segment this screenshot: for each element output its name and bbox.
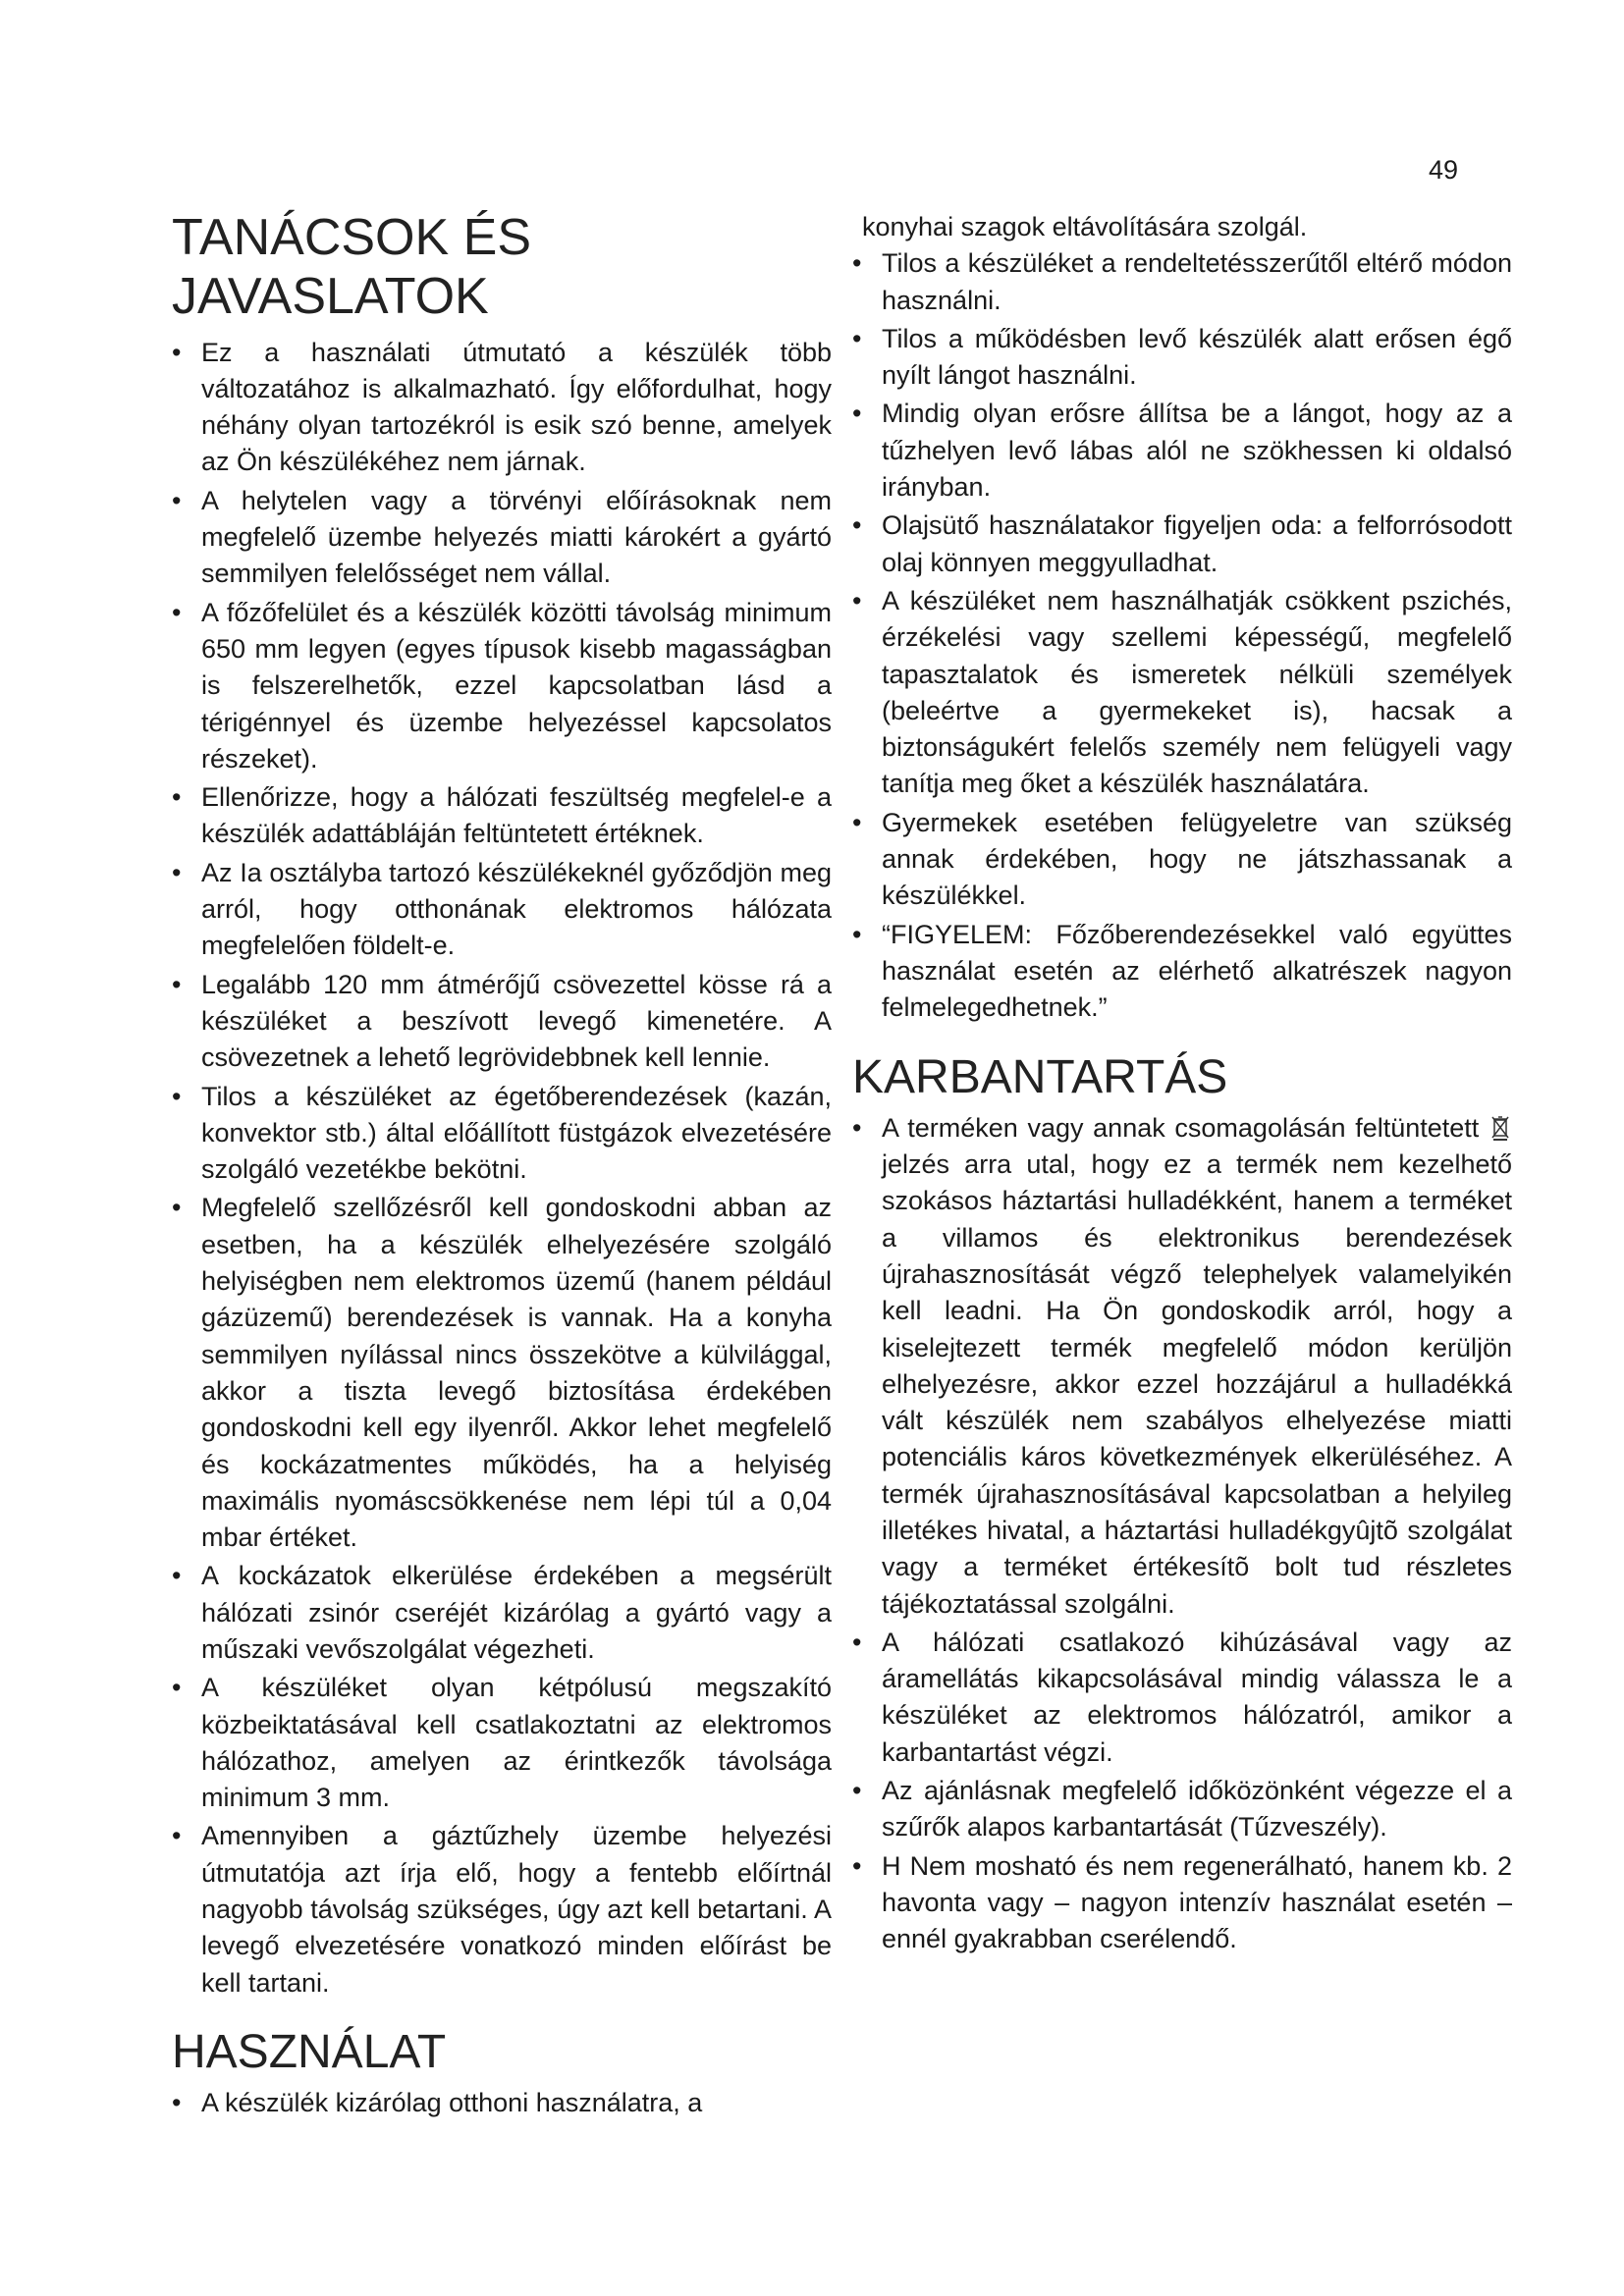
list-item: • A kockázatok elkerülése érdekében a megsérült hálózati zsinór cseréjét kizárólag a gyártó vagy a műszaki vevőszolgálat végezheti.	[172, 1558, 832, 1668]
tips-list	[172, 335, 832, 2002]
list-item: • Olajsütő használatakor figyeljen oda: a felforrósodott olaj könnyen meggyulladhat.	[852, 507, 1512, 581]
usage-list-continued	[852, 245, 1512, 1026]
list-item: • Az Ia osztályba tartozó készülékeknél győződjön meg arról, hogy otthonának elektromos hálózata megfelelően földelt-e.	[172, 855, 832, 965]
crossed-bin-icon	[1490, 1114, 1510, 1140]
maintenance-list	[852, 1110, 1512, 1958]
list-item: • Mindig olyan erősre állítsa be a lángot, hogy az a tűzhelyen levő lábas alól ne szökhessen ki oldalsó irányban.	[852, 396, 1512, 506]
list-item: • A készülék kizárólag otthoni használatra, a	[172, 2085, 832, 2121]
list-item: • Gyermekek esetében felügyeletre van szükség annak érdekében, hogy ne játszhassanak a készülékkel.	[852, 805, 1512, 915]
list-item: • Ez a használati útmutató a készülék több változatához is alkalmazható. Így előfordulhat, hogy néhány olyan tartozékról is esik szó benne, amelyek az Ön készülékéhez nem járnak.	[172, 335, 832, 481]
list-item: • Tilos a készüléket az égetőberendezések (kazán, konvektor stb.) által előállított füstgázok elvezetésére szolgáló vezetékbe bekötni.	[172, 1079, 832, 1189]
list-item: • Megfelelő szellőzésről kell gondoskodni abban az esetben, ha a készülék elhelyezésére szolgáló helyiségben nem elektromos üzemű (hanem például gázüzemű) berendezések is vannak. Ha a konyha semmilyen nyílással nincs összekötve a külvilággal, akkor a tiszta levegő biztosítása érdekében gondoskodni kell egy ilyenről. Akkor lehet megfelelő és kockázatmentes működés, ha a helyiség maximális nyomáscsökkenése nem lépi túl a 0,04 mbar értéket.	[172, 1190, 832, 1556]
section-heading-usage: HASZNÁLAT	[172, 2025, 447, 2078]
list-item: • Amennyiben a gáztűzhely üzembe helyezési útmutatója azt írja elő, hogy a fentebb előírtnál nagyobb távolság szükséges, úgy azt kell betartani. A levegő elvezetésére vonatkozó minden előírást be kell tartani.	[172, 1818, 832, 2001]
list-item: • A helytelen vagy a törvényi előírásoknak nem megfelelő üzembe helyezés miatti károkért a gyártó semmilyen felelősséget nem vállal.	[172, 483, 832, 593]
list-item: • Az ajánlásnak megfelelő időközönként végezze el a szűrők alapos karbantartását (Tűzveszély).	[852, 1773, 1512, 1846]
section-heading-tips: TANÁCSOK ÉS JAVASLATOK	[172, 209, 532, 325]
list-item: • A hálózati csatlakozó kihúzásával vagy az áramellátás kikapcsolásával mindig válassza le a készüléket az elektromos hálózatról, amikor a karbantartást végzi.	[852, 1625, 1512, 1771]
page-number: 49	[1429, 155, 1459, 185]
list-item: • A készüléket nem használhatják csökkent pszichés, érzékelési vagy szellemi képességű, megfelelő tapasztalatok és ismeretek nélküli személyek (beleértve a gyermekeket is), hacsak a biztonságukért felelős személy nem felügyeli vagy tanítja meg őket a készülék használatára.	[852, 583, 1512, 803]
list-item: • Tilos a készüléket a rendeltetésszerűtől eltérő módon használni.	[852, 245, 1512, 319]
section-heading-maintenance: KARBANTARTÁS	[852, 1050, 1228, 1103]
usage-list	[172, 2085, 832, 2121]
list-item: • “FIGYELEM: Főzőberendezésekkel való együttes használat esetén az elérhető alkatrészek nagyon felmelegedhetnek.”	[852, 917, 1512, 1027]
right-column	[852, 209, 1512, 1960]
recycling-text-before: A terméken vagy annak csomagolásán feltüntetett	[882, 1112, 1480, 1143]
recycling-text-after: jelzés arra utal, hogy ez a termék nem kezelhető szokásos háztartási hulladékként, hanem a terméket a villamos és elektronikus berendezések újrahasznosítását végző telephelyek valamelyikén kell leadni. Ha Ön gondoskodik arról, hogy a kiselejtezett termék megfelelő módon kerüljön elhelyezésre, akkor ezzel hozzájárul a hulladékká vált készülék nem szabályos elhelyezése miatti potenciális káros következmények elkerüléséhez. A termék újrahasznosításával kapcsolatban a helyileg illetékes hivatal, a háztartási hulladékgyûjtõ szolgálat vagy a terméket értékesítõ bolt tud részletes tájékoztatással szolgálni.	[882, 1149, 1512, 1619]
left-column	[172, 209, 832, 2123]
list-item: • H Nem mosható és nem regenerálható, hanem kb. 2 havonta vagy – nagyon intenzív használat esetén – ennél gyakrabban cserélendő.	[852, 1848, 1512, 1958]
list-item: • Legalább 120 mm átmérőjű csövezettel kösse rá a készüléket a beszívott levegő kimenetére. A csövezetnek a lehető legrövidebbnek kell lennie.	[172, 967, 832, 1077]
list-item: • Ellenőrizze, hogy a hálózati feszültség megfelel-e a készülék adattábláján feltüntetett értéknek.	[172, 779, 832, 853]
list-item: • A főzőfelület és a készülék közötti távolság minimum 650 mm legyen (egyes típusok kisebb magasságban is felszerelhetők, ezzel kapcsolatban lásd a térigénnyel és üzembe helyezéssel kapcsolatos részeket).	[172, 595, 832, 777]
usage-continuation: konyhai szagok eltávolítására szolgál.	[862, 212, 1308, 241]
list-item: • Tilos a működésben levő készülék alatt erősen égő nyílt lángot használni.	[852, 321, 1512, 395]
list-item-recycling	[852, 1110, 1512, 1623]
list-item: • A készüléket olyan kétpólusú megszakító közbeiktatásával kell csatlakoztatni az elektromos hálózathoz, amelyen az érintkezők távolsága minimum 3 mm.	[172, 1670, 832, 1816]
